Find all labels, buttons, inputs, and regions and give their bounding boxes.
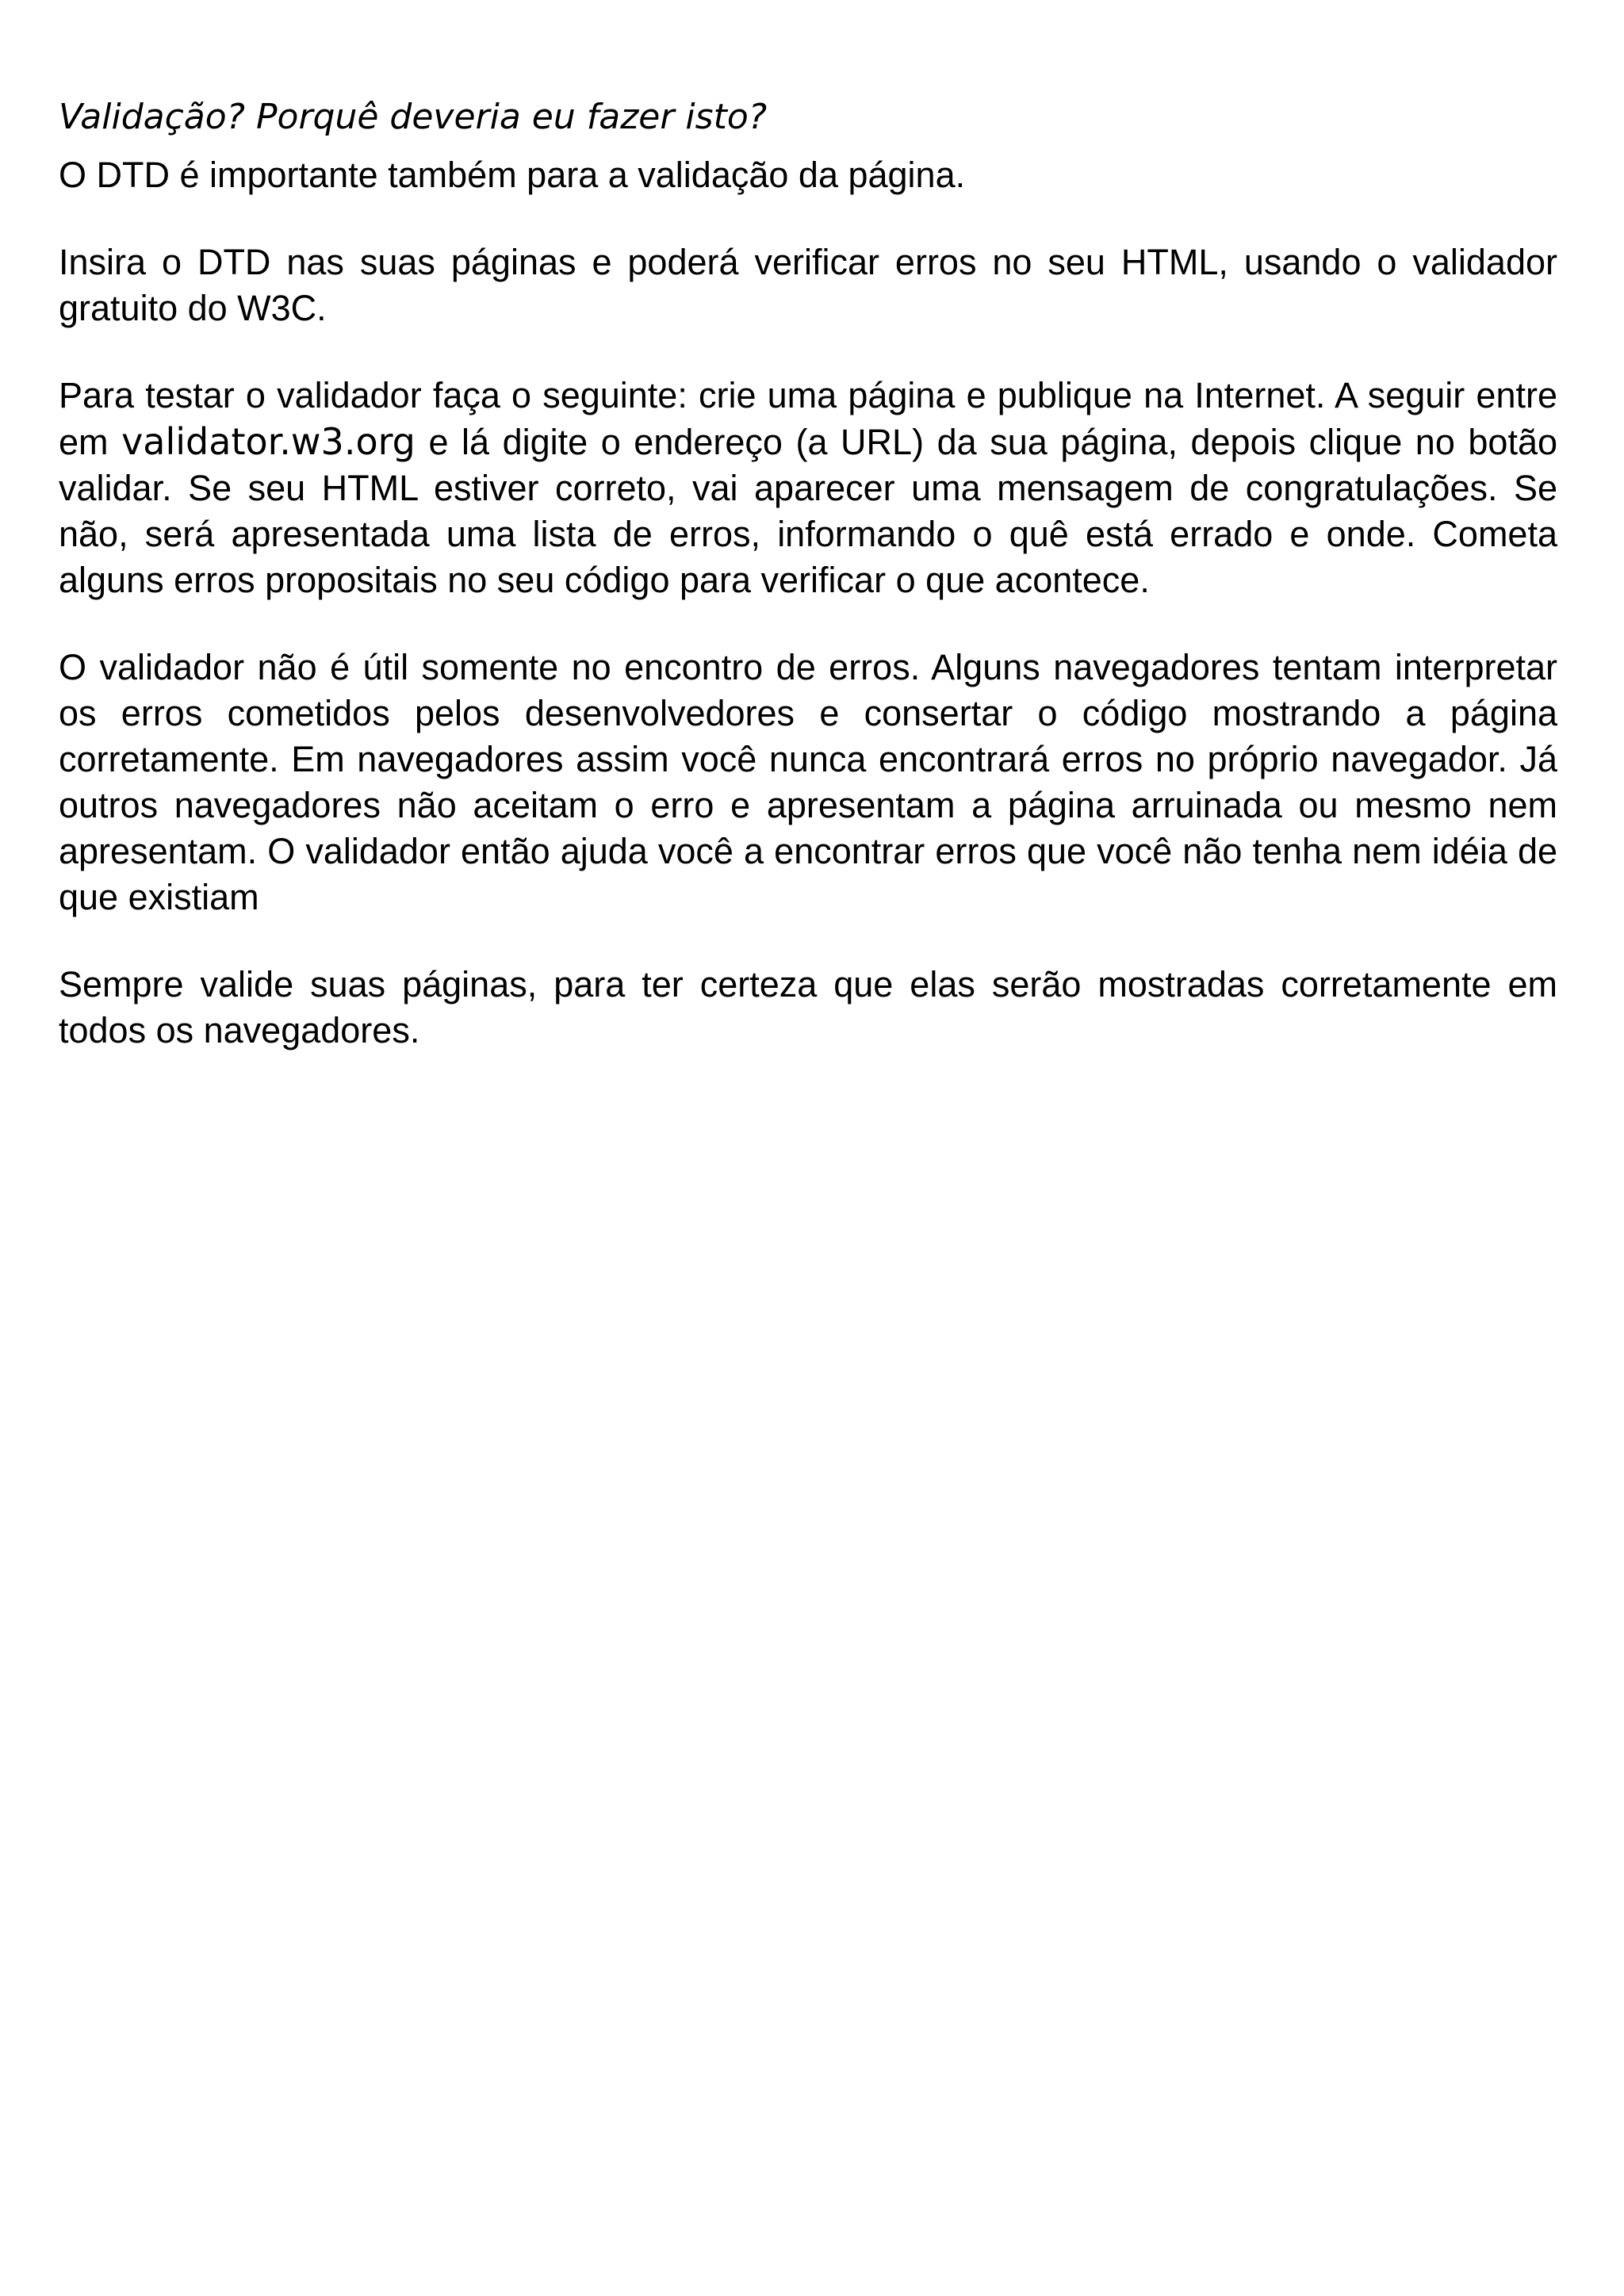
- section-heading: Validação? Porquê deveria eu fazer isto?: [59, 97, 768, 137]
- paragraph-always-validate: Sempre valide suas páginas, para ter certeza que elas serão mostradas corretamente em todos os navegadores.: [59, 964, 1557, 1050]
- document-page: [59, 94, 1557, 1095]
- paragraph-test-validator: [59, 373, 1557, 603]
- paragraph-test-validator-after: e lá digite o endereço (a URL) da sua página, depois clique no botão validar. Se seu HTML estiver correto, vai aparecer uma mensagem de congratulações. Se não, será apresentada uma lista de erros, informando o quê está errado e onde. Cometa alguns erros propositais no seu código para verificar o que acontece.: [59, 422, 1558, 600]
- paragraph-dtd-importance: O DTD é importante também para a validação da página.: [59, 155, 966, 195]
- validator-url-text: validator.w3.org: [121, 420, 416, 463]
- paragraph-validator-usefulness: O validador não é útil somente no encontro de erros. Alguns navegadores tentam interpretar os erros cometidos pelos desenvolvedores e consertar o código mostrando a página corretamente. Em navegadores assim você nunca encontrará erros no próprio navegador. Já outros navegadores não aceitam o erro e apresentam a página arruinada ou mesmo nem apresentam. O validador então ajuda você a encontrar erros que você não tenha nem idéia de que existiam: [59, 647, 1557, 917]
- paragraph-test-validator-before: Para testar o validador faça o seguinte: crie uma página e publique na Internet. A seguir entre em: [59, 375, 1557, 462]
- paragraph-insert-dtd: Insira o DTD nas suas páginas e poderá verificar erros no seu HTML, usando o validador gratuito do W3C.: [59, 242, 1557, 328]
